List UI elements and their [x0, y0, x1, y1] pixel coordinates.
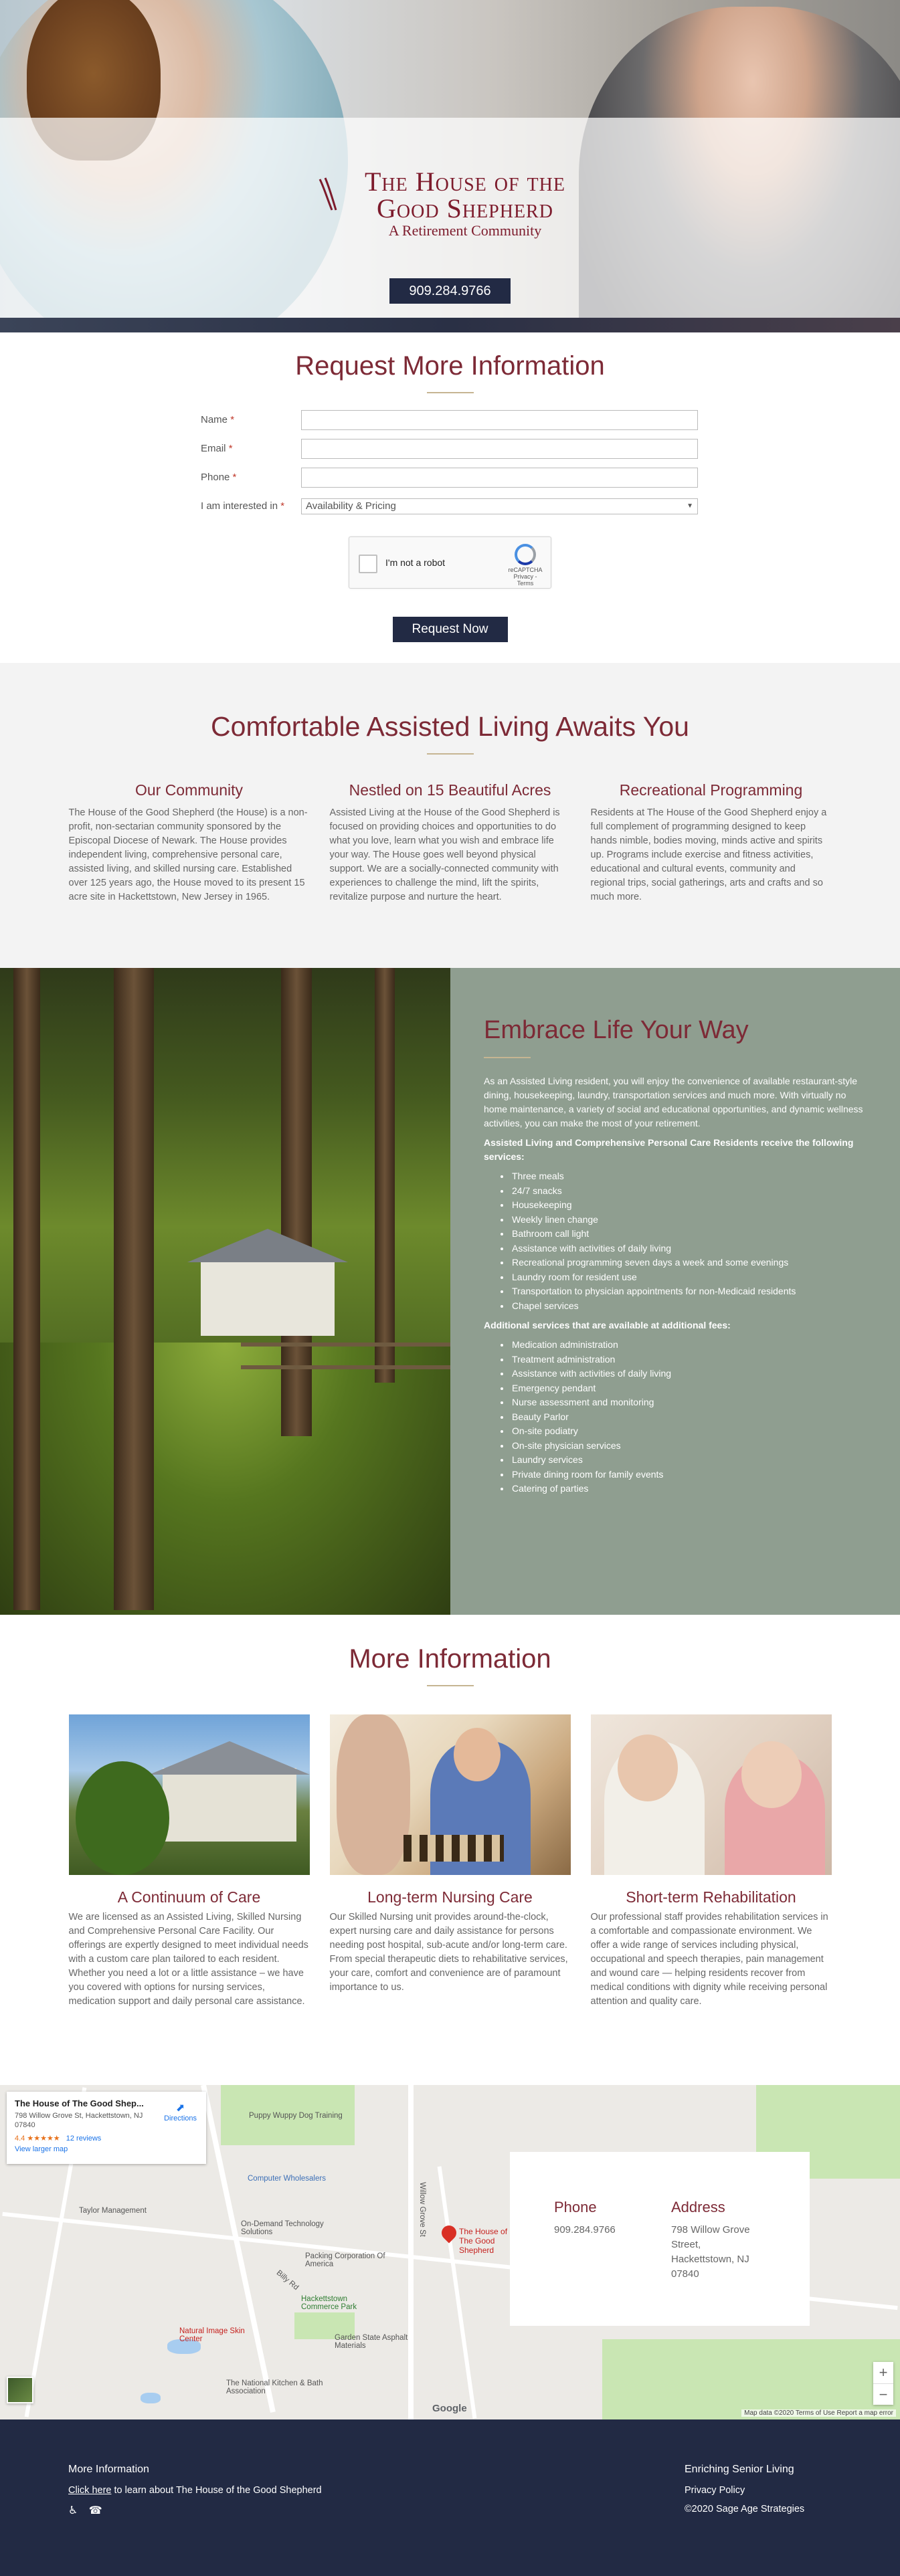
- embrace-life-section: [0, 968, 900, 1615]
- list-item: • Beauty Parlor: [511, 1410, 867, 1425]
- list-item: • Catering of parties: [511, 1482, 867, 1496]
- interest-label: I am interested in *: [201, 500, 285, 512]
- address-block: [671, 2199, 788, 2326]
- zoom-controls: [873, 2362, 893, 2405]
- tree-trunk: [375, 968, 395, 1383]
- footer-heading: More Information: [68, 2464, 149, 2475]
- embrace-intro: As an Assisted Living resident, you will enjoy the convenience of available restaurant-style dining, housekeeping, laundry, transportation services and much more. With virtually no home maintenance, a variety of social and educational opportunities, and dynamic wellness activities, you can make the most of your retirement.: [484, 1076, 863, 1128]
- map-pin-icon[interactable]: [438, 2222, 459, 2243]
- recaptcha-label: I'm not a robot: [385, 557, 446, 568]
- embrace-title: Embrace Life Your Way: [484, 1016, 749, 1044]
- map-label: Garden State Asphalt Materials: [335, 2334, 408, 2350]
- info-card: [591, 1714, 832, 2009]
- place-title: The House of The Good Shep...: [15, 2098, 144, 2108]
- address-heading: Address: [671, 2199, 725, 2215]
- list-item: • On-site physician services: [511, 1439, 867, 1454]
- phone-label: Phone *: [201, 472, 237, 483]
- name-label: Name *: [201, 414, 235, 425]
- request-info-section: [0, 332, 900, 663]
- lawn: [0, 1343, 450, 1615]
- services-heading: Assisted Living and Comprehensive Personal Care Residents receive the following services:: [484, 1137, 854, 1162]
- interest-select[interactable]: Availability & Pricing ▼: [301, 498, 698, 514]
- satellite-toggle[interactable]: [7, 2377, 33, 2403]
- list-item: • 24/7 snacks: [511, 1184, 867, 1199]
- list-item: • Treatment administration: [511, 1353, 867, 1367]
- title-divider: [484, 1057, 531, 1058]
- feature-body: Assisted Living at the House of the Good Shepherd is focused on providing choices and opportunities to do what you love, learn what you wish and embrace life your way. The House goes well beyond physical support. We are a socially-connected community with experiences to challenge the mind, lift the spirits, revitalize purpose and nurture the heart.: [329, 807, 560, 902]
- feature-body: The House of the Good Shepherd (the House) is a non-profit, non-sectarian community sponsored by the Episcopal Diocese of Newark. The House provides independent living, comprehensive personal care, assisted living, and skilled nursing care. Established over 125 years ago, the House moved to its present 15 acre site in Hackettstown, New Jersey in 1965.: [68, 807, 308, 902]
- recaptcha-widget: [349, 536, 551, 589]
- email-label: Email *: [201, 443, 233, 454]
- more-info-title: More Information: [349, 1644, 551, 1674]
- map-label: Puppy Wuppy Dog Training: [249, 2112, 343, 2120]
- feature-column: [330, 781, 571, 904]
- feature-body: Residents at The House of the Good Shepherd enjoy a full complement of programming designed to keep hands nimble, bodies moving, minds active and spirits up. Programs include exercise and fitness activities, educational and cultural events, community and regional trips, social gatherings, arts and crafts and so much more.: [590, 807, 827, 902]
- address-value: 798 Willow Grove Street, Hackettstown, NJ 07840: [671, 2224, 750, 2280]
- assisted-living-section: [0, 663, 900, 968]
- location-map[interactable]: [0, 2085, 900, 2419]
- wooden-fence: [241, 1343, 450, 1369]
- card-heading: Short-term Rehabilitation: [626, 1888, 796, 1906]
- directions-button[interactable]: ⬈ Directions: [164, 2102, 197, 2122]
- list-item: • Emergency pendant: [511, 1381, 867, 1396]
- map-attribution[interactable]: Map data ©2020 Terms of Use Report a map error: [741, 2409, 896, 2417]
- map-label: The National Kitchen & Bath Association: [226, 2379, 323, 2395]
- footer-right: [685, 2464, 832, 2576]
- more-information-section: [0, 1615, 900, 2085]
- assisted-living-title: Comfortable Assisted Living Awaits You: [211, 711, 689, 742]
- site-logo[interactable]: [314, 169, 596, 239]
- map-park: [602, 2339, 900, 2419]
- map-label: Natural Image Skin Center: [179, 2327, 245, 2343]
- place-address: 798 Willow Grove St, Hackettstown, NJ 07840: [15, 2112, 143, 2129]
- list-item: • Chapel services: [511, 1299, 867, 1314]
- map-pin-label: The House of The Good Shepherd: [459, 2227, 508, 2255]
- card-body: Our professional staff provides rehabilitation services in a comfortable and compassionate environment. We offer a wide range of services including physical, occupational and speech therapies, pain management and wound care — helping residents recover from medical conditions with dignity while receiving personal attention and quality care.: [590, 1912, 828, 2007]
- additional-heading: Additional services that are available at additional fees:: [484, 1320, 731, 1330]
- map-label: On-Demand Technology Solutions: [241, 2220, 324, 2236]
- title-divider: [427, 1685, 474, 1686]
- additional-list: [511, 1338, 867, 1496]
- logo-line-1: The House of the: [365, 167, 565, 197]
- building-photo: [69, 1714, 310, 1875]
- list-item: • Recreational programming seven days a week and some evenings: [511, 1256, 867, 1270]
- request-info-form: [201, 405, 699, 520]
- click-here-link[interactable]: Click here: [68, 2485, 112, 2496]
- map-water: [141, 2393, 161, 2403]
- recaptcha-icon: [515, 544, 536, 565]
- hero-banner: [0, 0, 900, 332]
- footer-learn-more: Click here to learn about The House of the Good Shepherd: [68, 2485, 322, 2496]
- cottage-house: [201, 1262, 335, 1336]
- accessibility-icon[interactable]: ♿ ☎: [68, 2505, 106, 2516]
- list-item: • Medication administration: [511, 1338, 867, 1353]
- embrace-text-panel: [450, 968, 900, 1615]
- list-item: • Transportation to physician appointments for non-Medicaid residents: [511, 1284, 867, 1299]
- email-row: [201, 434, 699, 463]
- recaptcha-links[interactable]: Privacy - Terms: [513, 573, 537, 587]
- logo-line-2: Good Shepherd: [377, 193, 553, 223]
- phone-heading: Phone: [554, 2199, 597, 2215]
- map-label: Billy Rd: [274, 2268, 300, 2292]
- campus-photo: [0, 968, 450, 1615]
- email-input[interactable]: [301, 439, 698, 459]
- list-item: • On-site podiatry: [511, 1424, 867, 1439]
- list-item: • Assistance with activities of daily living: [511, 1367, 867, 1381]
- site-footer: [0, 2419, 900, 2576]
- list-item: • Assistance with activities of daily living: [511, 1242, 867, 1256]
- phone-input[interactable]: [301, 468, 698, 488]
- chevron-down-icon: ▼: [687, 502, 693, 510]
- phone-value[interactable]: 909.284.9766: [554, 2224, 616, 2236]
- zoom-in-button[interactable]: +: [879, 2364, 888, 2381]
- list-item: • Housekeeping: [511, 1198, 867, 1213]
- feature-column: [591, 781, 832, 904]
- map-road: [438, 2166, 477, 2418]
- map-label: Willow Grove St: [418, 2182, 426, 2237]
- map-label: Packing Corporation Of America: [305, 2252, 385, 2268]
- feature-heading: Recreational Programming: [619, 781, 803, 799]
- list-item: • Nurse assessment and monitoring: [511, 1395, 867, 1410]
- card-heading: Long-term Nursing Care: [367, 1888, 533, 1906]
- interest-row: [201, 492, 699, 520]
- star-icons: ★★★★★: [27, 2135, 60, 2143]
- google-logo: Google: [432, 2403, 467, 2414]
- info-card: [69, 1714, 310, 2009]
- title-divider: [427, 753, 474, 755]
- phone-row: [201, 463, 699, 492]
- two-women-photo: [591, 1714, 832, 1875]
- hero-phone-button[interactable]: 909.284.9766: [389, 278, 511, 304]
- recaptcha-brand: reCAPTCHA Privacy - Terms: [507, 544, 544, 587]
- title-divider: [427, 392, 474, 393]
- card-body: We are licensed as an Assisted Living, Skilled Nursing and Comprehensive Personal Care Facility. Our offerings are expertly designed to meet individual needs with a custom care plan tailored to each resident. Whether you need a lot or a little assistance – we have you covered with options for nursing services, medication support and daily personal care assistance.: [68, 1912, 308, 2007]
- map-place-card: [7, 2092, 206, 2164]
- copyright: ©2020 Sage Age Strategies: [685, 2504, 805, 2514]
- footer-tagline: Enriching Senior Living: [685, 2464, 794, 2475]
- footer-left: [68, 2464, 322, 2576]
- feature-column: [69, 781, 310, 904]
- map-label: Taylor Management: [79, 2207, 147, 2215]
- name-row: [201, 405, 699, 434]
- info-card: [330, 1714, 571, 2009]
- view-larger-map-link[interactable]: View larger map: [15, 2145, 68, 2153]
- place-rating: 4.4 ★★★★★ 12 reviews: [15, 2135, 102, 2143]
- list-item: • Laundry services: [511, 1453, 867, 1468]
- chess-players-photo: [330, 1714, 571, 1875]
- feature-heading: Nestled on 15 Beautiful Acres: [349, 781, 551, 799]
- contact-info-box: [510, 2152, 810, 2326]
- recaptcha-checkbox[interactable]: [359, 555, 377, 573]
- map-road: [408, 2085, 414, 2419]
- list-item: • Bathroom call light: [511, 1227, 867, 1242]
- list-item: • Three meals: [511, 1169, 867, 1184]
- map-label: Computer Wholesalers: [248, 2175, 326, 2183]
- list-item: • Laundry room for resident use: [511, 1270, 867, 1285]
- card-heading: A Continuum of Care: [117, 1888, 261, 1906]
- card-body: Our Skilled Nursing unit provides around-the-clock, expert nursing care and daily assistance for persons needing post hospital, sub-acute and/or long-term care. From special therapeutic diets to rehabilitative services, your care, comfort and convenience are of paramount importance to us.: [329, 1912, 568, 1993]
- directions-icon: ⬈: [175, 2102, 185, 2114]
- feature-heading: Our Community: [134, 781, 244, 799]
- reviews-link[interactable]: 12 reviews: [66, 2135, 102, 2143]
- request-now-button[interactable]: Request Now: [393, 617, 508, 642]
- zoom-out-button[interactable]: −: [873, 2383, 893, 2405]
- map-label: Hackettstown Commerce Park: [301, 2295, 357, 2311]
- services-list: [511, 1169, 867, 1313]
- privacy-policy-link[interactable]: Privacy Policy: [685, 2485, 745, 2496]
- feature-columns: [69, 781, 832, 904]
- list-item: • Private dining room for family events: [511, 1468, 867, 1482]
- tree-trunk: [114, 968, 154, 1610]
- shepherd-crook-icon: [314, 173, 355, 213]
- logo-tagline: A Retirement Community: [388, 222, 542, 239]
- info-cards: [69, 1714, 832, 2009]
- request-info-title: Request More Information: [295, 351, 605, 381]
- tree-trunk: [13, 968, 40, 1610]
- name-input[interactable]: [301, 410, 698, 430]
- list-item: • Weekly linen change: [511, 1213, 867, 1227]
- hero-bottom-strip: [0, 318, 900, 332]
- phone-block: [554, 2199, 671, 2326]
